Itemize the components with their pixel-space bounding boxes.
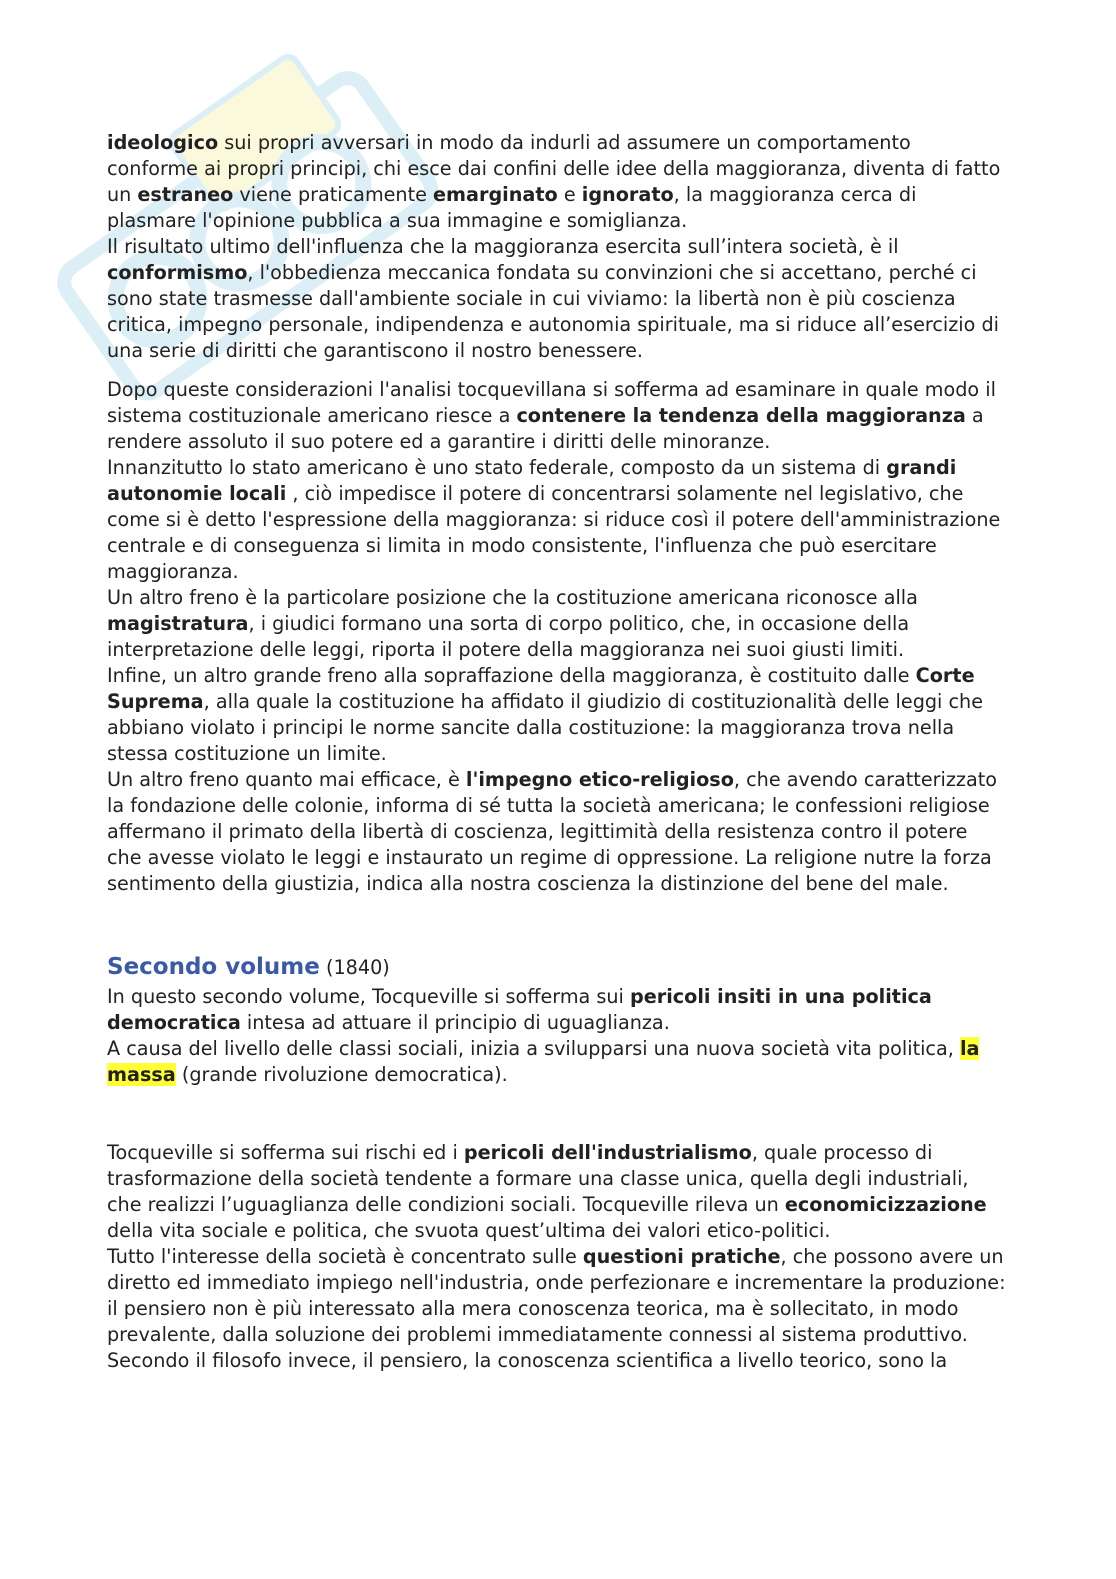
text-span: della vita sociale e politica, che svuota quest’ultima dei valori etico-politici. [107, 1219, 831, 1242]
text-span: sui propri avversari in modo da indurli ad assumere un comportamento conforme ai propri principi, chi esce dai confini delle idee della maggioranza, diventa di fatto un [107, 131, 1001, 206]
text-span: viene praticamente [233, 183, 434, 206]
text-span: Innanzitutto lo stato americano è uno stato federale, composto da un sistema di [107, 456, 887, 479]
bold-term: magistratura [107, 612, 249, 635]
paragraph-industrialismo [107, 1140, 1007, 1244]
section-heading [107, 951, 1007, 984]
text-span: Secondo il filosofo invece, il pensiero, la conoscenza scientifica a livello teorico, sono la [107, 1349, 948, 1372]
paragraph-magistratura [107, 585, 1007, 663]
text-span: , la maggioranza cerca di plasmare l'opinione pubblica a sua immagine e somiglianza. [107, 183, 917, 232]
bold-term: pericoli dell'industrialismo [463, 1141, 752, 1164]
text-span: In questo secondo volume, Tocqueville si sofferma sui [107, 985, 630, 1008]
text-span: a rendere assoluto il suo potere ed a garantire i diritti delle minoranze. [107, 404, 984, 453]
paragraph-massa [107, 1036, 1007, 1088]
bold-term: pericoli insiti in una politica democratica [107, 985, 932, 1034]
text-span: Infine, un altro grande freno alla sopraffazione della maggioranza, è costituito dalle [107, 664, 916, 687]
text-span: , quale processo di trasformazione della società tendente a formare una classe unica, quella degli industriali, che realizzi l’uguaglianza delle condizioni sociali. Tocqueville rileva un [107, 1141, 969, 1216]
text-span: A causa del livello delle classi sociali, inizia a svilupparsi una nuova società vita politica, [107, 1037, 960, 1060]
text-span: Tutto l'interesse della società è concentrato sulle [107, 1245, 583, 1268]
text-span: intesa ad attuare il principio di uguaglianza. [240, 1011, 670, 1034]
text-span: , ciò impedisce il potere di concentrarsi solamente nel legislativo, che come si è detto l'espressione della maggioranza: si riduce così il potere dell'amministrazione centrale e di conseguenza si limita in modo consistente, l'influenza che può esercitare maggioranza. [107, 482, 1001, 583]
bold-term: ignorato [581, 183, 674, 206]
text-span: Un altro freno è la particolare posizione che la costituzione americana riconosce alla [107, 586, 918, 609]
bold-term: questioni pratiche [582, 1245, 781, 1268]
document-body [107, 130, 1007, 1374]
bold-term: grandi autonomie locali [107, 456, 957, 505]
text-span: (grande rivoluzione democratica). [175, 1063, 508, 1086]
bold-term: ideologico [107, 131, 219, 154]
paragraph-conformismo [107, 234, 1007, 364]
text-span: , l'obbedienza meccanica fondata su convinzioni che si accettano, perché ci sono state trasmesse dall'ambiente sociale in cui viviamo: la libertà non è più coscienza critica, impegno personale, indipendenza e autonomia spirituale, ma si riduce all’esercizio di una serie di diritti che garantiscono il nostro benessere. [107, 261, 999, 362]
bold-term: contenere la tendenza della maggioranza [516, 404, 966, 427]
text-span: , alla quale la costituzione ha affidato il giudizio di costituzionalità delle leggi che abbiano violato i principi le norme sancite dalla costituzione: la maggioranza trova nella stessa costituzione un limite. [107, 690, 984, 765]
paragraph-questioni-pratiche [107, 1244, 1007, 1348]
bold-term: Corte Suprema [107, 664, 975, 713]
highlighted-term: la massa [107, 1037, 980, 1086]
paragraph-stato-federale [107, 455, 1007, 585]
heading-year: (1840) [319, 956, 390, 979]
paragraph-ideologico [107, 130, 1007, 234]
text-span: , che possono avere un diretto ed immediato impiego nell'industria, onde perfezionare e incrementare la produzione: il pensiero non è più interessato alla mera conoscenza teorica, ma è sollecitato, in modo prevalente, dalla soluzione dei problemi immediatamente connessi al sistema produttivo. [107, 1245, 1006, 1346]
text-span: Il risultato ultimo dell'influenza che la maggioranza esercita sull’intera società, è il [107, 235, 899, 258]
text-span: e [557, 183, 582, 206]
bold-term: conformismo [107, 261, 248, 284]
heading-title: Secondo volume [107, 954, 320, 980]
bold-term: emarginato [433, 183, 558, 206]
paragraph-filosofo [107, 1348, 1007, 1374]
paragraph-analisi [107, 377, 1007, 455]
bold-term: estraneo [137, 183, 234, 206]
text-span: Tocqueville si sofferma sui rischi ed i [107, 1141, 464, 1164]
text-span: Un altro freno quanto mai efficace, è [107, 768, 466, 791]
paragraph-corte-suprema [107, 663, 1007, 767]
text-span: , che avendo caratterizzato la fondazione delle colonie, informa di sé tutta la società americana; le confessioni religiose affermano il primato della libertà di coscienza, legittimità della resistenza contro il potere che avesse violato le leggi e instaurato un regime di oppressione. La religione nutre la forza sentimento della giustizia, indica alla nostra coscienza la distinzione del bene del male. [107, 768, 998, 895]
bold-term: l'impegno etico-religioso [465, 768, 734, 791]
bold-term: economicizzazione [784, 1193, 987, 1216]
text-span: Dopo queste considerazioni l'analisi tocquevillana si sofferma ad esaminare in quale modo il sistema costituzionale americano riesce a [107, 378, 996, 427]
paragraph-secondo-volume [107, 984, 1007, 1036]
text-span: , i giudici formano una sorta di corpo politico, che, in occasione della interpretazione delle leggi, riporta il potere della maggioranza nei suoi giusti limiti. [107, 612, 910, 661]
paragraph-etico-religioso [107, 767, 1007, 897]
